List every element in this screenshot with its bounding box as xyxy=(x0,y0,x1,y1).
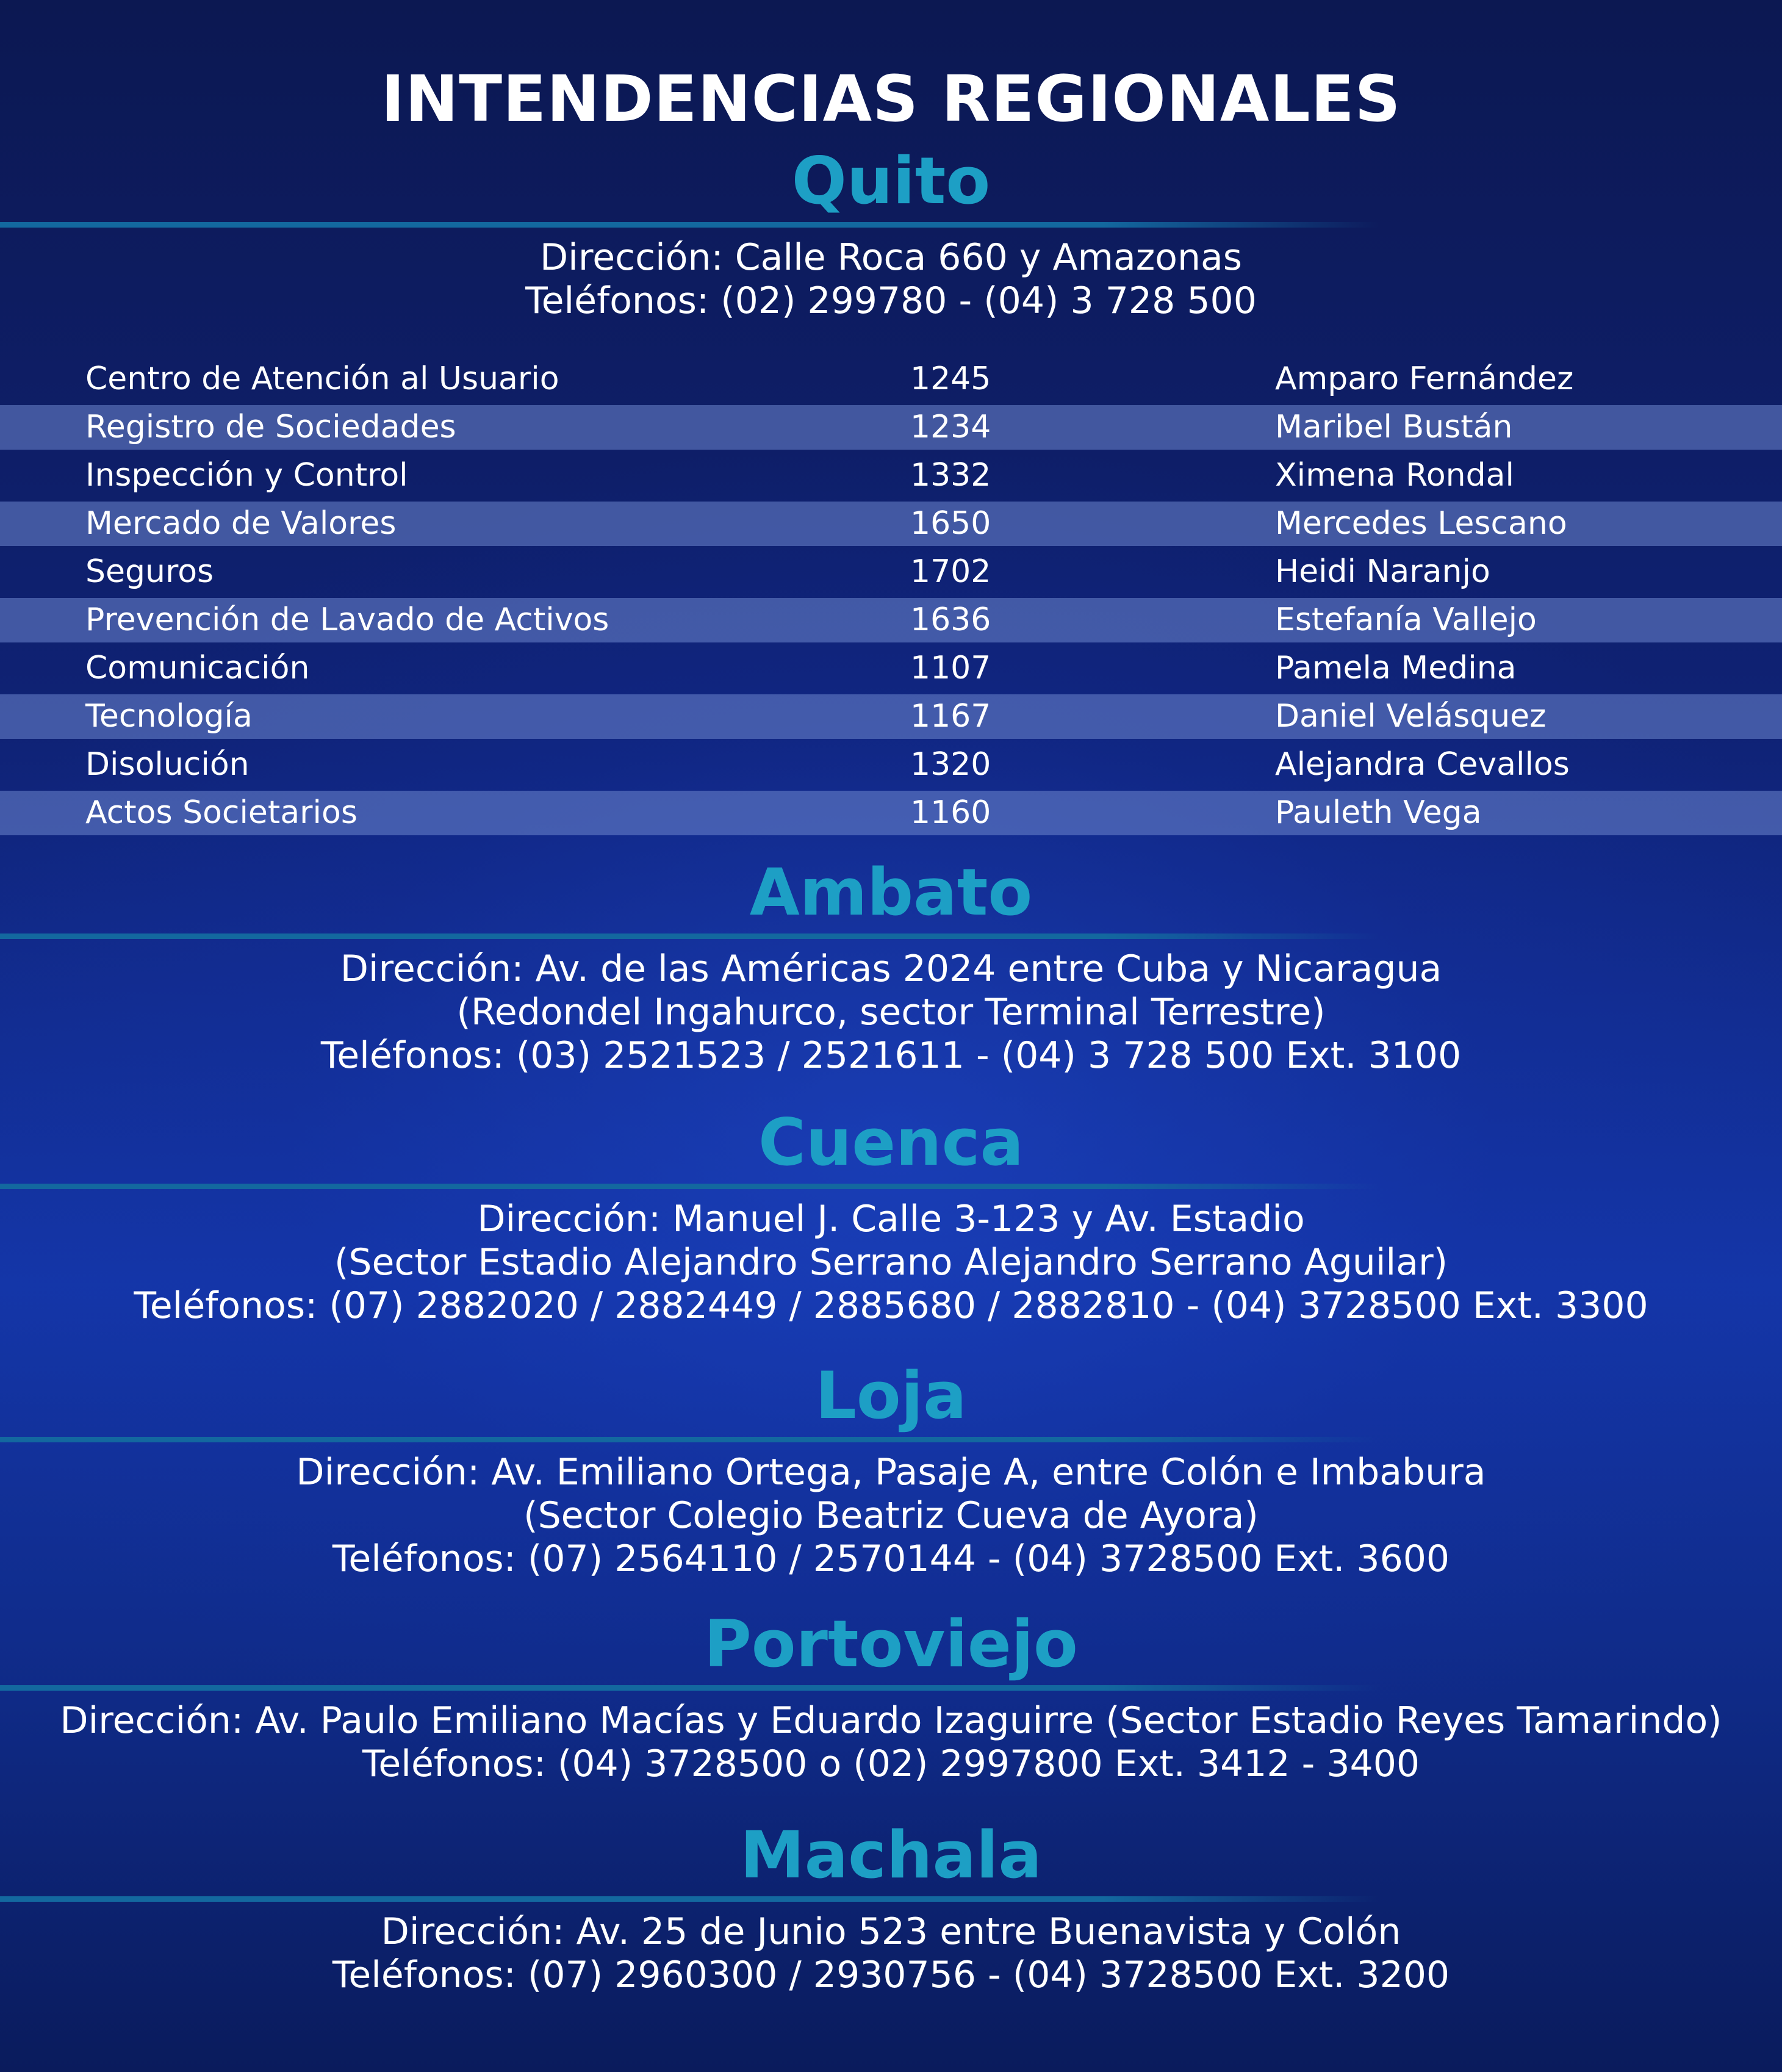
section-divider xyxy=(0,1896,1379,1902)
department-extension: 1332 xyxy=(910,457,991,494)
department-extension: 1650 xyxy=(910,505,991,542)
loja-contact-info xyxy=(0,1451,1782,1581)
department-contact: Alejandra Cevallos xyxy=(1275,746,1570,783)
department-name: Centro de Atención al Usuario xyxy=(85,361,559,397)
city-title-cuenca: Cuenca xyxy=(758,1105,1024,1180)
machala-address: Dirección: Av. 25 de Junio 523 entre Buenavista y Colón xyxy=(381,1910,1401,1953)
quito-address: Dirección: Calle Roca 660 y Amazonas xyxy=(539,236,1242,279)
department-name: Tecnología xyxy=(85,698,253,735)
table-row xyxy=(0,550,1782,594)
department-contact: Pamela Medina xyxy=(1275,650,1517,686)
section-loja xyxy=(0,1356,1782,1581)
department-extension: 1320 xyxy=(910,746,991,783)
section-machala xyxy=(0,1816,1782,1997)
ambato-contact-info xyxy=(0,948,1782,1077)
department-extension: 1702 xyxy=(910,553,991,590)
cuenca-address-detail: (Sector Estadio Alejandro Serrano Alejandro Serrano Aguilar) xyxy=(334,1241,1448,1284)
department-name: Inspección y Control xyxy=(85,457,408,494)
section-divider xyxy=(0,222,1379,228)
page-title: INTENDENCIAS REGIONALES xyxy=(381,62,1401,136)
quito-contact-info xyxy=(0,236,1782,323)
section-divider xyxy=(0,933,1379,939)
ambato-phones: Teléfonos: (03) 2521523 / 2521611 - (04) 3 728 500 Ext. 3100 xyxy=(320,1034,1462,1077)
department-contact: Pauleth Vega xyxy=(1275,794,1482,831)
department-extension: 1160 xyxy=(910,794,991,831)
department-extension: 1234 xyxy=(910,409,991,445)
ambato-address-detail: (Redondel Ingahurco, sector Terminal Terrestre) xyxy=(456,991,1326,1034)
cuenca-address: Dirección: Manuel J. Calle 3-123 y Av. Estadio xyxy=(477,1198,1305,1240)
table-row xyxy=(0,453,1782,498)
loja-address-detail: (Sector Colegio Beatriz Cueva de Ayora) xyxy=(523,1494,1259,1537)
city-title-machala: Machala xyxy=(740,1818,1042,1893)
department-contact: Mercedes Lescano xyxy=(1275,505,1567,542)
department-extension: 1636 xyxy=(910,602,991,638)
machala-contact-info xyxy=(0,1910,1782,1997)
section-cuenca xyxy=(0,1103,1782,1328)
portoviejo-phones: Teléfonos: (04) 3728500 o (02) 2997800 Ext. 3412 - 3400 xyxy=(362,1743,1420,1785)
department-extension: 1107 xyxy=(910,650,991,686)
table-row xyxy=(0,598,1782,642)
quito-department-table xyxy=(0,357,1782,839)
city-title-loja: Loja xyxy=(815,1358,967,1433)
section-quito xyxy=(0,142,1782,323)
table-row xyxy=(0,791,1782,835)
table-row xyxy=(0,743,1782,787)
department-name: Registro de Sociedades xyxy=(85,409,456,445)
table-row xyxy=(0,646,1782,691)
department-name: Disolución xyxy=(85,746,250,783)
city-title-quito: Quito xyxy=(791,143,991,218)
ambato-address: Dirección: Av. de las Américas 2024 entre Cuba y Nicaragua xyxy=(340,948,1442,990)
cuenca-phones: Teléfonos: (07) 2882020 / 2882449 / 2885680 / 2882810 - (04) 3728500 Ext. 3300 xyxy=(134,1284,1648,1327)
department-extension: 1245 xyxy=(910,361,991,397)
table-row xyxy=(0,405,1782,450)
department-contact: Estefanía Vallejo xyxy=(1275,602,1537,638)
section-divider xyxy=(0,1184,1379,1189)
machala-phones: Teléfonos: (07) 2960300 / 2930756 - (04) 3728500 Ext. 3200 xyxy=(332,1954,1450,1996)
department-extension: 1167 xyxy=(910,698,991,735)
loja-address: Dirección: Av. Emiliano Ortega, Pasaje A, entre Colón e Imbabura xyxy=(296,1451,1486,1494)
department-name: Prevención de Lavado de Activos xyxy=(85,602,609,638)
table-row xyxy=(0,502,1782,546)
city-title-portoviejo: Portoviejo xyxy=(704,1606,1078,1682)
section-divider xyxy=(0,1685,1379,1691)
section-portoviejo xyxy=(0,1605,1782,1786)
department-name: Comunicación xyxy=(85,650,310,686)
section-ambato xyxy=(0,853,1782,1077)
department-name: Seguros xyxy=(85,553,214,590)
cuenca-contact-info xyxy=(0,1198,1782,1328)
city-title-ambato: Ambato xyxy=(749,855,1033,930)
department-name: Actos Societarios xyxy=(85,794,357,831)
quito-phones: Teléfonos: (02) 299780 - (04) 3 728 500 xyxy=(525,279,1257,322)
department-name: Mercado de Valores xyxy=(85,505,397,542)
department-contact: Ximena Rondal xyxy=(1275,457,1514,494)
table-row xyxy=(0,357,1782,401)
department-contact: Amparo Fernández xyxy=(1275,361,1574,397)
table-row xyxy=(0,694,1782,739)
loja-phones: Teléfonos: (07) 2564110 / 2570144 - (04) 3728500 Ext. 3600 xyxy=(332,1538,1450,1580)
department-contact: Heidi Naranjo xyxy=(1275,553,1490,590)
portoviejo-address: Dirección: Av. Paulo Emiliano Macías y Eduardo Izaguirre (Sector Estadio Reyes Tamarindo) xyxy=(60,1699,1722,1742)
department-contact: Maribel Bustán xyxy=(1275,409,1513,445)
section-divider xyxy=(0,1437,1379,1442)
department-contact: Daniel Velásquez xyxy=(1275,698,1547,735)
portoviejo-contact-info xyxy=(0,1699,1782,1786)
